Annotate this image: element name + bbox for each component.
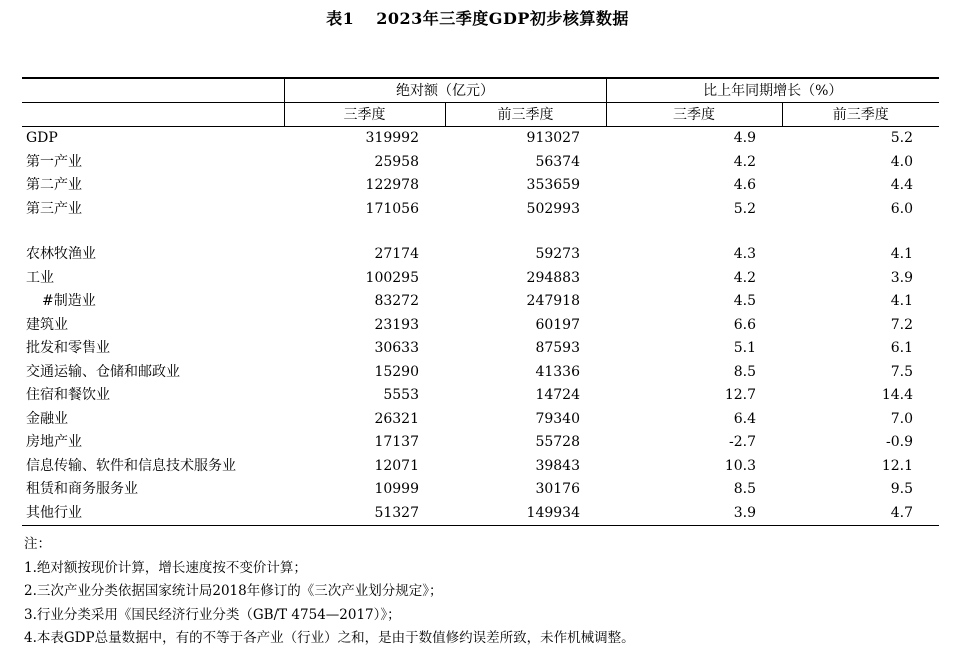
table-row: [22, 408, 939, 432]
growth-q3-cell: 5.1: [733, 340, 756, 356]
growth-q3-cell: 4.3: [733, 246, 756, 262]
abs-ytd-cell: 39843: [535, 457, 580, 474]
row-name-cell: 建筑业: [26, 316, 68, 333]
table-row: [22, 151, 939, 175]
growth-ytd-cell: 4.0: [890, 153, 913, 170]
abs-ytd-cell: 56374: [535, 153, 580, 170]
growth-ytd-cell: 12.1: [881, 457, 913, 474]
spacer-cell: [284, 221, 445, 243]
abs-q3-cell: 10999: [374, 481, 419, 497]
growth-ytd-cell: 7.5: [890, 363, 913, 380]
table-title-text: 2023年三季度GDP初步核算数据: [376, 9, 629, 28]
spacer-cell: [782, 221, 939, 243]
table-row: [22, 384, 939, 408]
abs-q3-cell: 122978: [365, 177, 419, 193]
row-name-cell: 其他行业: [22, 502, 284, 526]
row-name-cell: GDP: [26, 130, 58, 146]
growth-q3-cell: 8.5: [733, 481, 756, 497]
abs-ytd-cell: 14724: [535, 387, 580, 403]
table-title: [0, 6, 955, 29]
abs-q3-cell: 23193: [374, 316, 419, 333]
table-row: [22, 502, 939, 526]
growth-ytd-cell: 6.1: [890, 340, 913, 356]
growth-ytd-cell: 14.4: [881, 387, 913, 403]
growth-ytd-cell: 7.2: [890, 316, 913, 333]
abs-ytd-cell: 59273: [535, 246, 580, 262]
abs-ytd-cell: 149934: [445, 502, 606, 526]
spacer-cell: [445, 221, 606, 243]
abs-q3-cell: 100295: [365, 269, 419, 286]
abs-ytd-cell: 294883: [526, 269, 580, 286]
table-row: [22, 431, 939, 455]
row-name-cell: 信息传输、软件和信息技术服务业: [26, 457, 236, 474]
abs-ytd-cell: 41336: [535, 363, 580, 380]
growth-q3-cell: 4.5: [733, 293, 756, 309]
row-name-cell: 农林牧渔业: [26, 246, 96, 262]
abs-q3-cell: 83272: [374, 293, 419, 309]
row-name-cell: 第三产业: [26, 200, 82, 217]
row-name-cell: 交通运输、仓储和邮政业: [26, 363, 180, 380]
row-name-cell: 住宿和餐饮业: [26, 387, 110, 403]
growth-q3-cell: -2.7: [729, 434, 756, 450]
header-row-groups: [22, 78, 939, 103]
table-row: [22, 267, 939, 291]
row-name-cell: 第二产业: [26, 177, 82, 193]
abs-ytd-cell: 79340: [535, 410, 580, 427]
header-abs-q3: 三季度: [284, 103, 445, 127]
growth-ytd-cell: 4.7: [782, 502, 939, 526]
abs-q3-cell: 51327: [284, 502, 445, 526]
growth-q3-cell: 3.9: [606, 502, 782, 526]
growth-q3-cell: 5.2: [733, 200, 756, 217]
abs-q3-cell: 171056: [365, 200, 419, 217]
header-growth-ytd: 前三季度: [782, 103, 939, 127]
abs-ytd-cell: 247918: [526, 293, 580, 309]
growth-ytd-cell: -0.9: [886, 434, 913, 450]
table-body: [22, 127, 939, 526]
row-name-cell: 第一产业: [26, 153, 82, 170]
table-row: [22, 243, 939, 267]
growth-ytd-cell: 5.2: [890, 130, 913, 146]
table-row: [22, 314, 939, 338]
table-row: [22, 290, 939, 314]
spacer-row: [22, 221, 939, 243]
abs-ytd-cell: 502993: [526, 200, 580, 217]
abs-q3-cell: 30633: [374, 340, 419, 356]
note-line: 4.本表GDP总量数据中，有的不等于各产业（行业）之和，是由于数值修约误差所致，未作机械调整。: [24, 630, 635, 646]
table-notes: [24, 533, 635, 651]
growth-ytd-cell: 4.4: [890, 177, 913, 193]
growth-q3-cell: 6.4: [733, 410, 756, 427]
abs-q3-cell: 27174: [374, 246, 419, 262]
growth-q3-cell: 8.5: [733, 363, 756, 380]
table-row: [22, 478, 939, 502]
row-name-cell: 批发和零售业: [26, 340, 110, 356]
abs-ytd-cell: 30176: [535, 481, 580, 497]
abs-ytd-cell: 913027: [526, 130, 580, 146]
abs-ytd-cell: 353659: [526, 177, 580, 193]
abs-ytd-cell: 60197: [535, 316, 580, 333]
table-row: [22, 455, 939, 479]
spacer-cell: [22, 221, 284, 243]
notes-heading: 注：: [24, 536, 51, 552]
table-row: [22, 174, 939, 198]
gdp-table: [22, 77, 939, 526]
growth-q3-cell: 6.6: [733, 316, 756, 333]
header-row-periods: [22, 103, 939, 127]
growth-q3-cell: 4.2: [733, 153, 756, 170]
abs-ytd-cell: 55728: [535, 434, 580, 450]
abs-q3-cell: 15290: [374, 363, 419, 380]
abs-q3-cell: 12071: [374, 457, 419, 474]
growth-ytd-cell: 9.5: [890, 481, 913, 497]
growth-ytd-cell: 6.0: [890, 200, 913, 217]
row-name-cell: 房地产业: [26, 434, 82, 450]
growth-ytd-cell: 3.9: [890, 269, 913, 286]
header-growth-q3: 三季度: [606, 103, 782, 127]
growth-ytd-cell: 4.1: [890, 293, 913, 309]
growth-q3-cell: 4.6: [733, 177, 756, 193]
note-line: 2.三次产业分类依据国家统计局2018年修订的《三次产业划分规定》；: [24, 583, 443, 599]
abs-q3-cell: 26321: [374, 410, 419, 427]
row-name-cell: #制造业: [42, 293, 96, 309]
header-empty-cell: [22, 103, 284, 127]
table-row: [22, 127, 939, 151]
note-line: 3.行业分类采用《国民经济行业分类（GB/T 4754—2017）》；: [24, 606, 401, 623]
growth-q3-cell: 4.9: [733, 130, 756, 146]
abs-q3-cell: 25958: [374, 153, 419, 170]
header-abs-ytd: 前三季度: [445, 103, 606, 127]
abs-q3-cell: 319992: [365, 130, 419, 146]
growth-q3-cell: 10.3: [724, 457, 756, 474]
growth-q3-cell: 4.2: [733, 269, 756, 286]
header-growth-rate: 比上年同期增长（%）: [606, 78, 939, 103]
growth-ytd-cell: 4.1: [890, 246, 913, 262]
growth-q3-cell: 12.7: [724, 387, 756, 403]
table-row: [22, 361, 939, 385]
table-number: 表1: [326, 9, 355, 28]
abs-q3-cell: 5553: [383, 387, 419, 403]
table-row: [22, 198, 939, 222]
header-absolute-amount: 绝对额（亿元）: [284, 78, 606, 103]
note-line: 1.绝对额按现价计算，增长速度按不变价计算；: [24, 559, 307, 576]
spacer-cell: [606, 221, 782, 243]
abs-q3-cell: 17137: [374, 434, 419, 450]
row-name-cell: 租赁和商务服务业: [26, 481, 138, 497]
abs-ytd-cell: 87593: [535, 340, 580, 356]
growth-ytd-cell: 7.0: [890, 410, 913, 427]
table-row: [22, 337, 939, 361]
header-empty-cell: [22, 78, 284, 103]
row-name-cell: 工业: [26, 269, 54, 286]
row-name-cell: 金融业: [26, 410, 68, 427]
